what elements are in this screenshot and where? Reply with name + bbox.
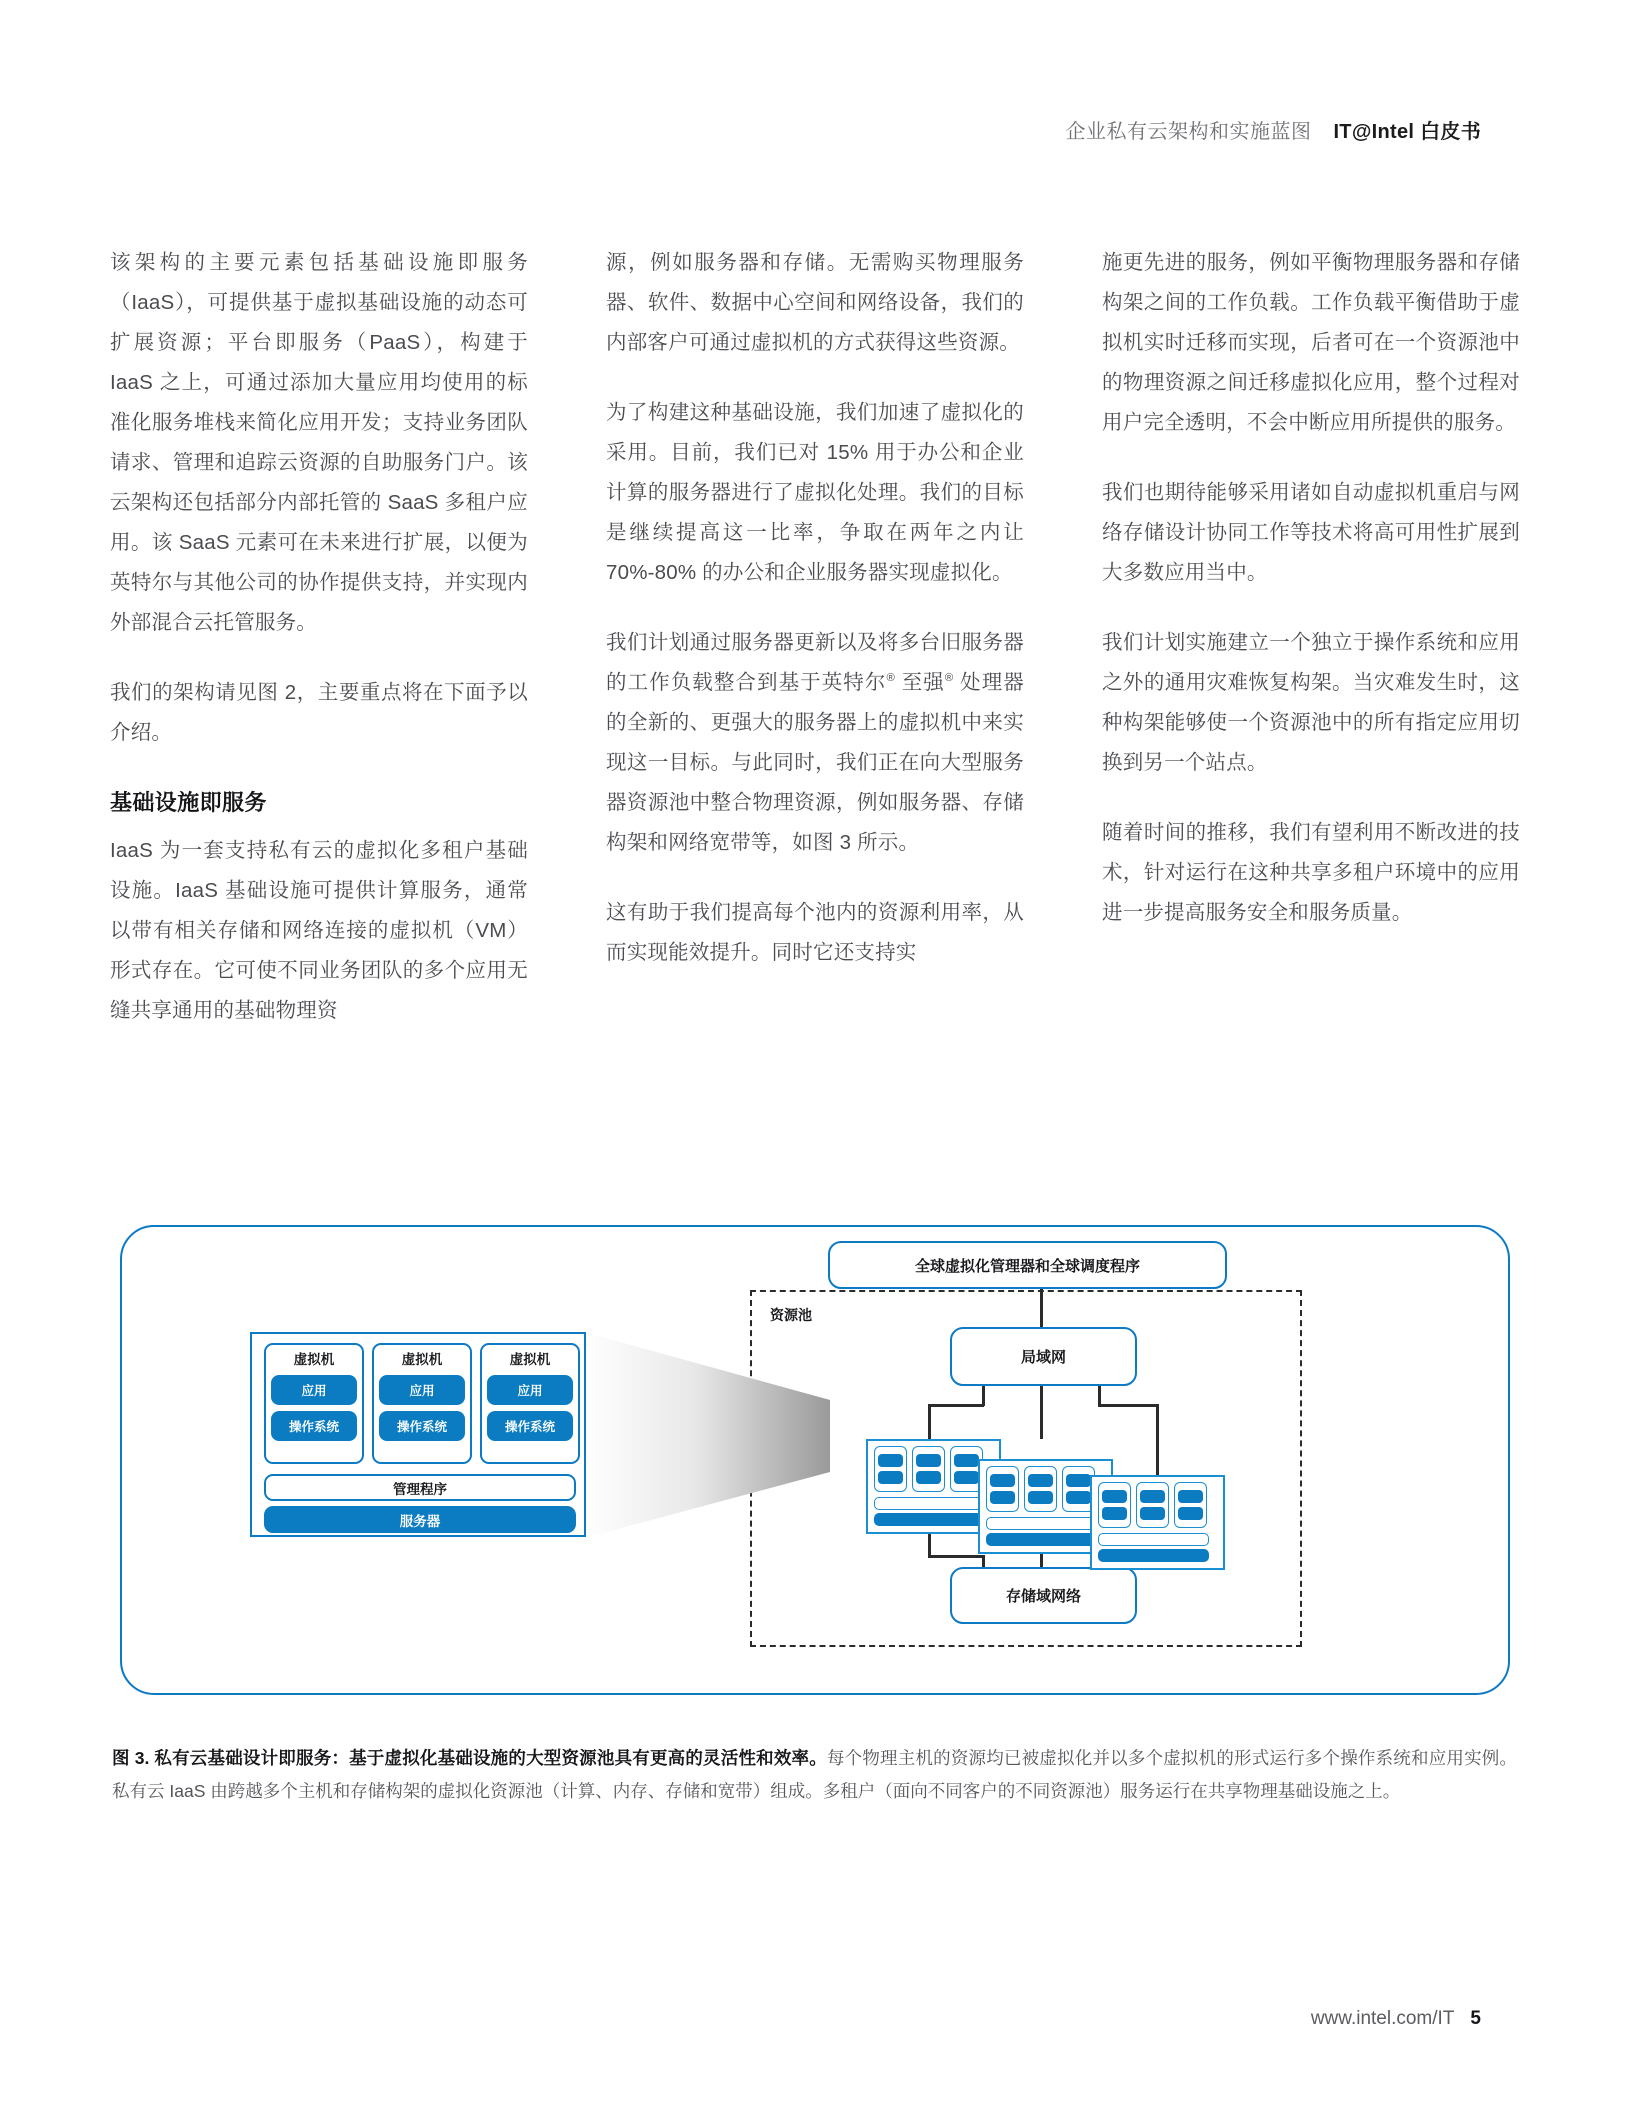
mini-vm xyxy=(1174,1482,1207,1528)
paragraph: 该架构的主要元素包括基础设施即服务（IaaS），可提供基于虚拟基础设施的动态可扩展资源；平台即服务（PaaS），构建于 IaaS 之上，可通过添加大量应用均使用的标准化服务堆栈来简化应用开发；支持业务团队请求、管理和追踪云资源的自助服务门户。该云架构还包括部分内部托管的 SaaS 多租户应用。该 SaaS 元素可在未来进行扩展，以便为英特尔与其他公司的协作提供支持，并实现内外部混合云托管服务。 xyxy=(110,251,528,634)
mini-os-bar xyxy=(1178,1507,1203,1520)
pooled-host-card xyxy=(1090,1475,1225,1570)
lan-node xyxy=(950,1327,1137,1386)
header-subtitle: 企业私有云架构和实施蓝图 xyxy=(1065,121,1312,143)
mini-app-bar xyxy=(1140,1490,1165,1503)
mini-hypervisor-bar xyxy=(1098,1533,1209,1546)
mini-hypervisor-bar xyxy=(874,1497,985,1510)
mini-os-bar xyxy=(1028,1491,1053,1504)
mini-vm-row xyxy=(1098,1482,1207,1528)
mini-app-bar xyxy=(1102,1490,1127,1503)
mini-os-bar xyxy=(990,1491,1015,1504)
global-virtualization-manager-label: 全球虚拟化管理器和全球调度程序 xyxy=(914,1257,1140,1275)
mini-app-bar xyxy=(990,1474,1015,1487)
mini-vm xyxy=(1024,1466,1057,1512)
header-brand: IT@Intel 白皮书 xyxy=(1333,121,1481,143)
virtual-machine-box xyxy=(480,1343,580,1464)
paragraph: IaaS 为一套支持私有云的虚拟化多租户基础设施。IaaS 基础设施可提供计算服务，通常以带有相关存储和网络连接的虚拟机（VM）形式存在。它可使不同业务团队的多个应用无缝共享通用的基础物理资 xyxy=(110,839,528,1022)
vm-os-box: 操作系统 xyxy=(487,1411,573,1441)
column-3 xyxy=(1102,243,1520,1061)
mini-app-bar xyxy=(954,1454,979,1467)
vm-os-box: 操作系统 xyxy=(271,1411,357,1441)
mini-os-bar xyxy=(954,1471,979,1484)
mini-vm-row xyxy=(986,1466,1095,1512)
global-virtualization-manager-node xyxy=(828,1241,1227,1289)
mini-vm-row xyxy=(874,1446,983,1492)
server-box: 服务器 xyxy=(264,1506,576,1533)
figure-3-diagram xyxy=(120,1225,1510,1695)
vm-title: 虚拟机 xyxy=(401,1352,443,1367)
footer-url[interactable]: www.intel.com/IT xyxy=(1310,2008,1455,2029)
vm-app-box: 应用 xyxy=(487,1375,573,1405)
column-1 xyxy=(110,243,528,1061)
page-number: 5 xyxy=(1470,2008,1481,2029)
mini-vm xyxy=(986,1466,1019,1512)
mini-app-bar xyxy=(916,1454,941,1467)
body-columns xyxy=(110,243,1520,1061)
section-heading: 基础设施即服务 xyxy=(110,790,267,815)
vm-os-box: 操作系统 xyxy=(379,1411,465,1441)
paragraph: 我们的架构请见图 2，主要重点将在下面予以介绍。 xyxy=(110,681,528,744)
mini-app-bar xyxy=(1066,1474,1091,1487)
paragraph: 为了构建这种基础设施，我们加速了虚拟化的采用。目前，我们已对 15% 用于办公和企业计算的服务器进行了虚拟化处理。我们的目标是继续提高这一比率，争取在两年之内让 70%-80% 的办公和企业服务器实现虚拟化。 xyxy=(606,401,1024,584)
mini-hypervisor-bar xyxy=(986,1517,1097,1530)
vm-title: 虚拟机 xyxy=(293,1352,335,1367)
virtual-machine-box xyxy=(264,1343,364,1464)
figure-caption-bold: 图 3. 私有云基础设计即服务：基于虚拟化基础设施的大型资源池具有更高的灵活性和效率。 xyxy=(112,1748,827,1768)
mini-server-bar xyxy=(986,1533,1097,1546)
resource-pool-label: 资源池 xyxy=(770,1307,812,1323)
paragraph: 源，例如服务器和存储。无需购买物理服务器、软件、数据中心空间和网络设备，我们的内部客户可通过虚拟机的方式获得这些资源。 xyxy=(606,251,1024,354)
san-label: 存储域网络 xyxy=(1005,1588,1081,1605)
mini-server-bar xyxy=(874,1513,985,1526)
page-footer xyxy=(1311,2008,1481,2030)
page-header xyxy=(0,122,1631,142)
paragraph: 我们计划实施建立一个独立于操作系统和应用之外的通用灾难恢复构架。当灾难发生时，这种构架能够使一个资源池中的所有指定应用切换到另一个站点。 xyxy=(1102,631,1520,774)
mini-app-bar xyxy=(1178,1490,1203,1503)
mini-os-bar xyxy=(1066,1491,1091,1504)
hypervisor-box: 管理程序 xyxy=(264,1474,576,1501)
mini-os-bar xyxy=(1140,1507,1165,1520)
mini-os-bar xyxy=(916,1471,941,1484)
paragraph: 我们计划通过服务器更新以及将多台旧服务器的工作负载整合到基于英特尔® 至强® 处理器的全新的、更强大的服务器上的虚拟机中来实现这一目标。与此同时，我们正在向大型服务器资源池中整合物理资源，例如服务器、存储构架和网络宽带等，如图 3 所示。 xyxy=(606,631,1025,854)
vm-title: 虚拟机 xyxy=(509,1352,551,1367)
paragraph: 随着时间的推移，我们有望利用不断改进的技术，针对运行在这种共享多租户环境中的应用进一步提高服务安全和服务质量。 xyxy=(1102,821,1520,924)
paragraph: 我们也期待能够采用诸如自动虚拟机重启与网络存储设计协同工作等技术将高可用性扩展到大多数应用当中。 xyxy=(1102,481,1520,584)
figure-caption xyxy=(112,1742,1517,1808)
figure-caption-rest: 每个物理主机的资源均已被虚拟化并以多个虚拟机的形式运行多个操作系统和应用实例。私有云 IaaS 由跨越多个主机和存储构架的虚拟化资源池（计算、内存、存储和宽带）组成。多租户（面向不同客户的不同资源池）服务运行在共享物理基础设施之上。 xyxy=(112,1748,1517,1801)
column-2 xyxy=(606,243,1024,1061)
vm-app-box: 应用 xyxy=(271,1375,357,1405)
lan-label: 局域网 xyxy=(1020,1349,1066,1366)
mini-os-bar xyxy=(878,1471,903,1484)
mini-vm xyxy=(912,1446,945,1492)
virtual-machine-box xyxy=(372,1343,472,1464)
mini-vm xyxy=(1098,1482,1131,1528)
paragraph: 施更先进的服务，例如平衡物理服务器和存储构架之间的工作负载。工作负载平衡借助于虚拟机实时迁移而实现，后者可在一个资源池中的物理资源之间迁移虚拟化应用，整个过程对用户完全透明，不会中断应用所提供的服务。 xyxy=(1102,251,1520,434)
mini-app-bar xyxy=(878,1454,903,1467)
mini-vm xyxy=(1136,1482,1169,1528)
vm-app-box: 应用 xyxy=(379,1375,465,1405)
san-node xyxy=(950,1567,1137,1624)
mini-os-bar xyxy=(1102,1507,1127,1520)
mini-app-bar xyxy=(1028,1474,1053,1487)
mini-server-bar xyxy=(1098,1549,1209,1562)
physical-host-block xyxy=(250,1332,586,1537)
paragraph: 这有助于我们提高每个池内的资源利用率，从而实现能效提升。同时它还支持实 xyxy=(606,901,1024,964)
mini-vm xyxy=(874,1446,907,1492)
funnel-connector-icon xyxy=(584,1332,830,1538)
vm-row xyxy=(264,1343,580,1464)
